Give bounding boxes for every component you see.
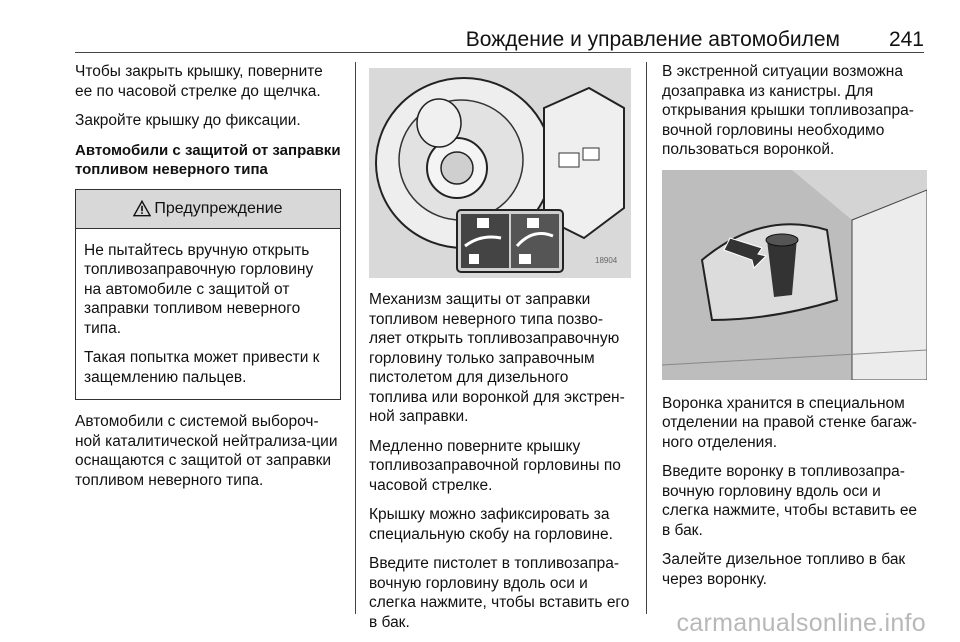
page-number: 241 [888, 28, 924, 51]
paragraph: Закройте крышку до фиксации. [75, 112, 301, 129]
paragraph: Такая попытка может привести к защемлению пальцев. [84, 349, 320, 386]
warning-body [76, 229, 340, 400]
paragraph: Воронка хранится в специальном отделении на правой стенке багаж-ного отделения. [662, 394, 917, 451]
paragraph: Механизм защиты от заправки топливом неверного типа позво-ляет открыть топливозаправочную горловину только заправочным пистолетом для дизельного топлива или воронкой для экстрен-ной заправки. [369, 291, 625, 425]
column-left [75, 62, 341, 500]
column-divider [646, 62, 647, 614]
warning-title: Предупреждение [154, 199, 283, 217]
paragraph: В экстренной ситуации возможна дозаправка из канистры. Для открывания крышки топливозапра-вочной горловины необходимо пользоваться воронкой. [662, 63, 914, 158]
warning-header [76, 190, 340, 229]
page-header [75, 22, 924, 53]
warning-triangle-icon [133, 200, 151, 217]
subheading: Автомобили с защитой от заправки топливом неверного типа [75, 141, 341, 178]
column-right [662, 62, 927, 599]
fuel-filler-drawing [369, 68, 631, 278]
paragraph: Введите пистолет в топливозапра-вочную горловину вдоль оси и слегка нажмите, чтобы вставить его в бак. [369, 555, 630, 631]
trunk-funnel-illustration [662, 170, 927, 380]
trunk-drawing [662, 170, 927, 380]
watermark: carmanualsonline.info [676, 609, 926, 637]
section-title: Вождение и управление автомобилем [465, 28, 840, 51]
column-middle [369, 62, 631, 642]
fuel-filler-illustration [369, 68, 631, 278]
warning-box [75, 189, 341, 401]
paragraph: Медленно поверните крышку топливозаправочной горловины по часовой стрелке. [369, 437, 621, 494]
paragraph: Чтобы закрыть крышку, поверните ее по часовой стрелке до щелчка. [75, 63, 323, 100]
paragraph: Крышку можно зафиксировать за специальную скобу на горловине. [369, 506, 613, 543]
paragraph: Автомобили с системой выбороч-ной каталитической нейтрализа-ции оснащаются с защитой от заправки топливом неверного типа. [75, 413, 338, 489]
column-divider [355, 62, 356, 614]
paragraph: Введите воронку в топливозапра-вочную горловину вдоль оси и слегка нажмите, чтобы вставить ее в бак. [662, 463, 918, 539]
paragraph: Залейте дизельное топливо в бак через воронку. [662, 551, 906, 588]
figure-code: 18904 [595, 256, 618, 265]
paragraph: Не пытайтесь вручную открыть топливозаправочную горловину на автомобиле с защитой от заправки топливом неверного типа. [84, 241, 314, 337]
